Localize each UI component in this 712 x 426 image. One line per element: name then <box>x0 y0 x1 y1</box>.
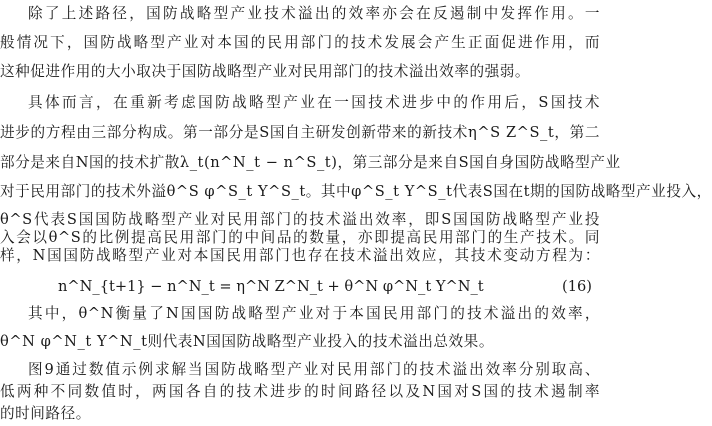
paragraph-line: 具体而言，在重新考虑国防战略型产业在一国技术进步中的作用后，S国技术 <box>28 94 600 111</box>
paragraph-line: 图9通过数值示例求解当国防战略型产业对民用部门的技术溢出效率分别取高、 <box>28 361 600 378</box>
paragraph-line: 这种促进作用的大小取决于国防战略型产业对民用部门的技术溢出效率的强弱。 <box>0 63 531 80</box>
paragraph-line: 除了上述路径，国防战略型产业技术溢出的效率亦会在反遏制中发挥作用。一 <box>28 5 600 22</box>
paragraph-line: 般情况下，国防战略型产业对本国的民用部门的技术发展会产生正面促进作用，而 <box>0 34 600 51</box>
paragraph-line: 进步的方程由三部分构成。第一部分是S国自主研发创新带来的新技术η^S Z^S_t，第二 <box>0 124 600 141</box>
paragraph-line: 其中，θ^N衡量了N国国防战略型产业对于本国民用部门的技术溢出的效率， <box>28 305 600 322</box>
paragraph-line: θ^S代表S国国防战略型产业对民用部门的技术溢出效率，即S国国防战略型产业投 <box>0 211 600 228</box>
paragraph-line: 部分是来自N国的技术扩散λ_t(n^N_t − n^S_t)，第三部分是来自S国自身国防战略型产业 <box>0 154 621 171</box>
paragraph-line: θ^N φ^N_t Y^N_t则代表N国国防战略型产业投入的技术溢出总效果。 <box>0 333 494 350</box>
paragraph-line: 低两种不同数值时，两国各自的技术进步的时间路径以及N国对S国的技术遏制率 <box>0 383 600 400</box>
paragraph-line: 的时间路径。 <box>0 405 91 422</box>
paragraph-line: 样，N国国防战略型产业对本国民用部门也存在技术溢出效应，其技术变动方程为： <box>0 247 600 264</box>
equation-16: n^N_{t+1} − n^N_t = η^N Z^N_t + θ^N φ^N_t Y^N_t <box>58 278 484 295</box>
equation-number: (16) <box>562 278 592 295</box>
paragraph-line: 对于民用部门的技术外溢θ^S φ^S_t Y^S_t。其中φ^S_t Y^S_t代表S国在t期的国防战略型产业投入， <box>0 183 712 200</box>
paragraph-line: 入会以θ^S的比例提高民用部门的中间品的数量，亦即提高民用部门的生产技术。同 <box>0 229 600 246</box>
